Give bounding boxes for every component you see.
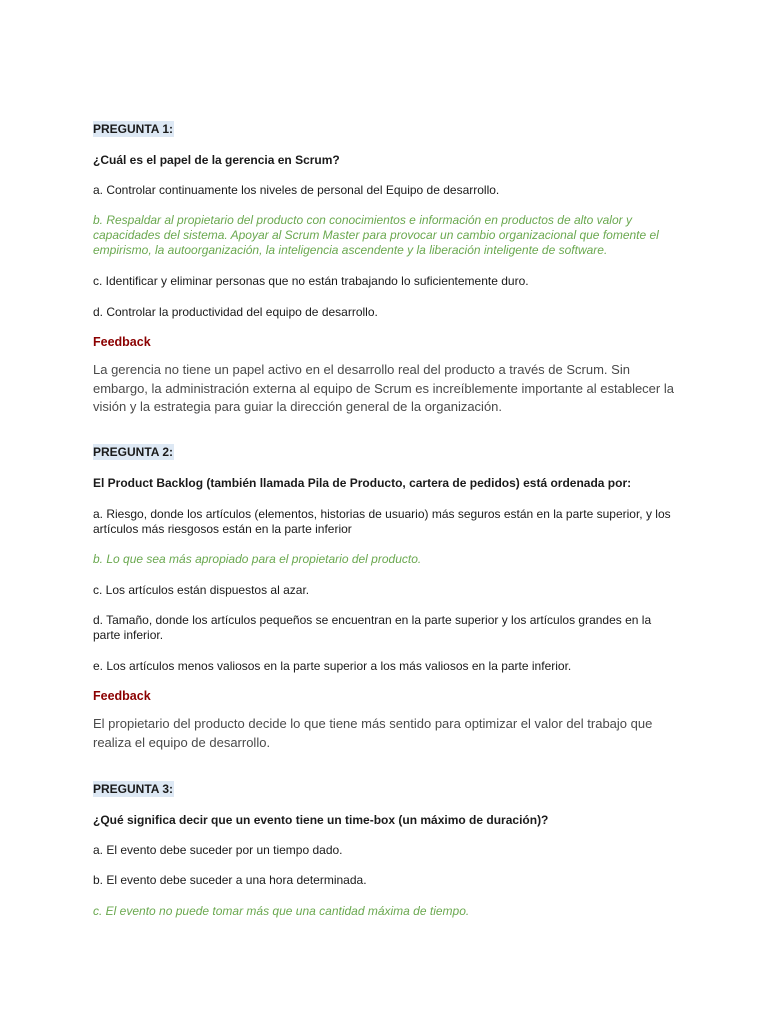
question-3-option-b: b. El evento debe suceder a una hora determinada. — [93, 873, 367, 887]
question-2-text: El Product Backlog (también llamada Pila de Producto, cartera de pedidos) está ordenada por: — [93, 476, 632, 490]
question-2-label: PREGUNTA 2: — [93, 445, 174, 459]
question-2-option-c: c. Los artículos están dispuestos al azar. — [93, 583, 310, 597]
question-1-option-c: c. Identificar y eliminar personas que no están trabajando lo suficientemente duro. — [93, 274, 529, 288]
question-2-label-row — [93, 445, 678, 460]
question-1-label-row — [93, 122, 678, 137]
question-1-feedback-text: La gerencia no tiene un papel activo en el desarrollo real del producto a través de Scrum. Sin embargo, la administración externa al equipo de Scrum es increíblemente importante al establecer la visión y la estrategia para guiar la dirección general de la organización. — [93, 362, 674, 414]
question-1-option-a: a. Controlar continuamente los niveles de personal del Equipo de desarrollo. — [93, 183, 500, 197]
question-3-option-c-correct: c. El evento no puede tomar más que una cantidad máxima de tiempo. — [93, 904, 470, 918]
question-2-option-d: d. Tamaño, donde los artículos pequeños se encuentran en la parte superior y los artículos grandes en la parte inferior. — [93, 613, 652, 642]
question-2-feedback-text: El propietario del producto decide lo que tiene más sentido para optimizar el valor del trabajo que realiza el equipo de desarrollo. — [93, 716, 653, 750]
question-3-label: PREGUNTA 3: — [93, 782, 174, 796]
question-1-text: ¿Cuál es el papel de la gerencia en Scrum? — [93, 153, 340, 167]
question-2-feedback-label: Feedback — [93, 689, 151, 703]
question-2-option-b-correct: b. Lo que sea más apropiado para el propietario del producto. — [93, 552, 422, 566]
question-1-option-b-correct: b. Respaldar al propietario del producto con conocimientos e información en productos de alto valor y capacidades del sistema. Apoyar al Scrum Master para provocar un cambio organizacional que fomente el empirismo, la autoorganización, la inteligencia ascendente y la liberación inteligente de software. — [93, 213, 659, 257]
question-3-label-row — [93, 782, 678, 797]
question-2-option-e: e. Los artículos menos valiosos en la parte superior a los más valiosos en la parte inferior. — [93, 659, 572, 673]
question-3-option-a: a. El evento debe suceder por un tiempo dado. — [93, 843, 343, 857]
question-2-option-a: a. Riesgo, donde los artículos (elementos, historias de usuario) más seguros están en la parte superior, y los artículos más riesgosos están en la parte inferior — [93, 507, 671, 536]
question-3-text: ¿Qué significa decir que un evento tiene un time-box (un máximo de duración)? — [93, 813, 549, 827]
question-1-label: PREGUNTA 1: — [93, 122, 174, 136]
question-1-feedback-label: Feedback — [93, 335, 151, 349]
question-1-option-d: d. Controlar la productividad del equipo de desarrollo. — [93, 305, 378, 319]
